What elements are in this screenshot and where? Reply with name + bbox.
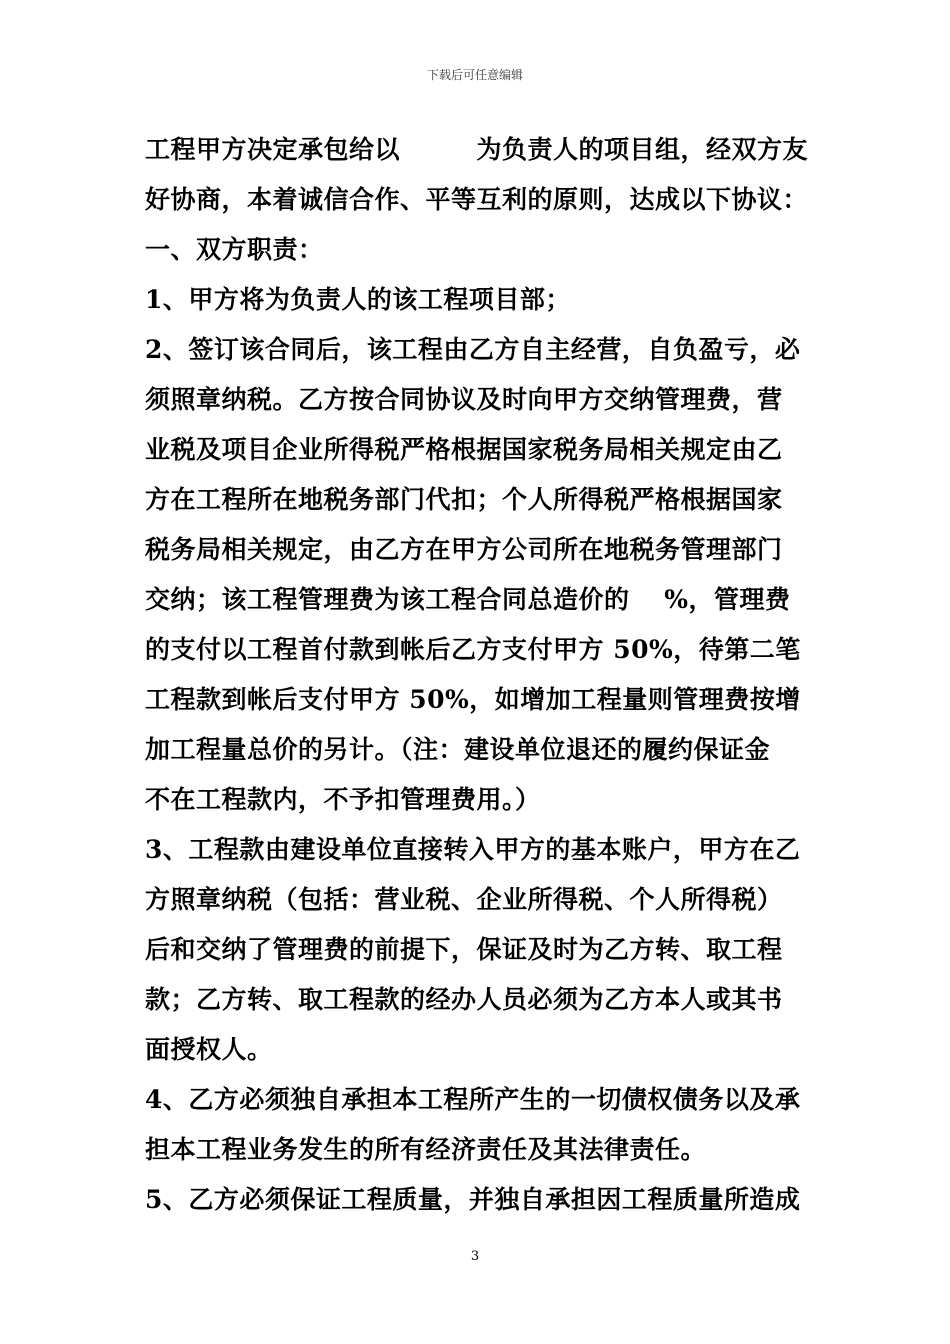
text-line: 2、签订该合同后，该工程由乙方自主经营，自负盈亏，必 bbox=[145, 335, 801, 364]
text-line: 税务局相关规定，由乙方在甲方公司所在地税务管理部门 bbox=[145, 535, 783, 564]
page-number: 3 bbox=[470, 1249, 480, 1264]
section-heading: 一、双方职责： bbox=[145, 235, 324, 264]
text-line: 4、乙方必须独自承担本工程所产生的一切债权债务以及承 bbox=[145, 1085, 801, 1114]
text-line: 工程款到帐后支付甲方 50%，如增加工程量则管理费按增 bbox=[145, 685, 801, 714]
page-header: 下载后可任意编辑 bbox=[426, 68, 523, 82]
text-line: 1、甲方将为负责人的该工程项目部； bbox=[145, 285, 571, 314]
text-line: 后和交纳了管理费的前提下，保证及时为乙方转、取工程 bbox=[145, 935, 783, 964]
text-line: 不在工程款内，不予扣管理费用。） bbox=[145, 785, 541, 814]
text-line: 须照章纳税。乙方按合同协议及时向甲方交纳管理费，营 bbox=[145, 385, 783, 414]
text-line: 方在工程所在地税务部门代扣；个人所得税严格根据国家 bbox=[145, 485, 783, 514]
text-line: 方照章纳税（包括：营业税、企业所得税、个人所得税） bbox=[145, 885, 783, 914]
text-line: 面授权人。 bbox=[145, 1035, 273, 1064]
text-line: 好协商，本着诚信合作、平等互利的原则，达成以下协议： bbox=[145, 185, 809, 214]
text-line: 加工程量总价的另计。（注：建设单位退还的履约保证金 bbox=[145, 735, 771, 764]
text-line: 款；乙方转、取工程款的经办人员必须为乙方本人或其书 bbox=[145, 985, 783, 1014]
document-body bbox=[145, 125, 810, 1225]
text-line: 的支付以工程首付款到帐后乙方支付甲方 50%，待第二笔 bbox=[145, 635, 801, 664]
text-line: 业税及项目企业所得税严格根据国家税务局相关规定由乙 bbox=[145, 435, 783, 464]
text-line: 担本工程业务发生的所有经济责任及其法律责任。 bbox=[145, 1135, 707, 1164]
text-line: 5、乙方必须保证工程质量，并独自承担因工程质量所造成 bbox=[145, 1185, 801, 1214]
text-line: 3、工程款由建设单位直接转入甲方的基本账户，甲方在乙 bbox=[145, 835, 801, 864]
text-line: 工程甲方决定承包给以 为负责人的项目组，经双方友 bbox=[145, 135, 809, 164]
text-line: 交纳；该工程管理费为该工程合同总造价的 %，管理费 bbox=[145, 585, 791, 614]
